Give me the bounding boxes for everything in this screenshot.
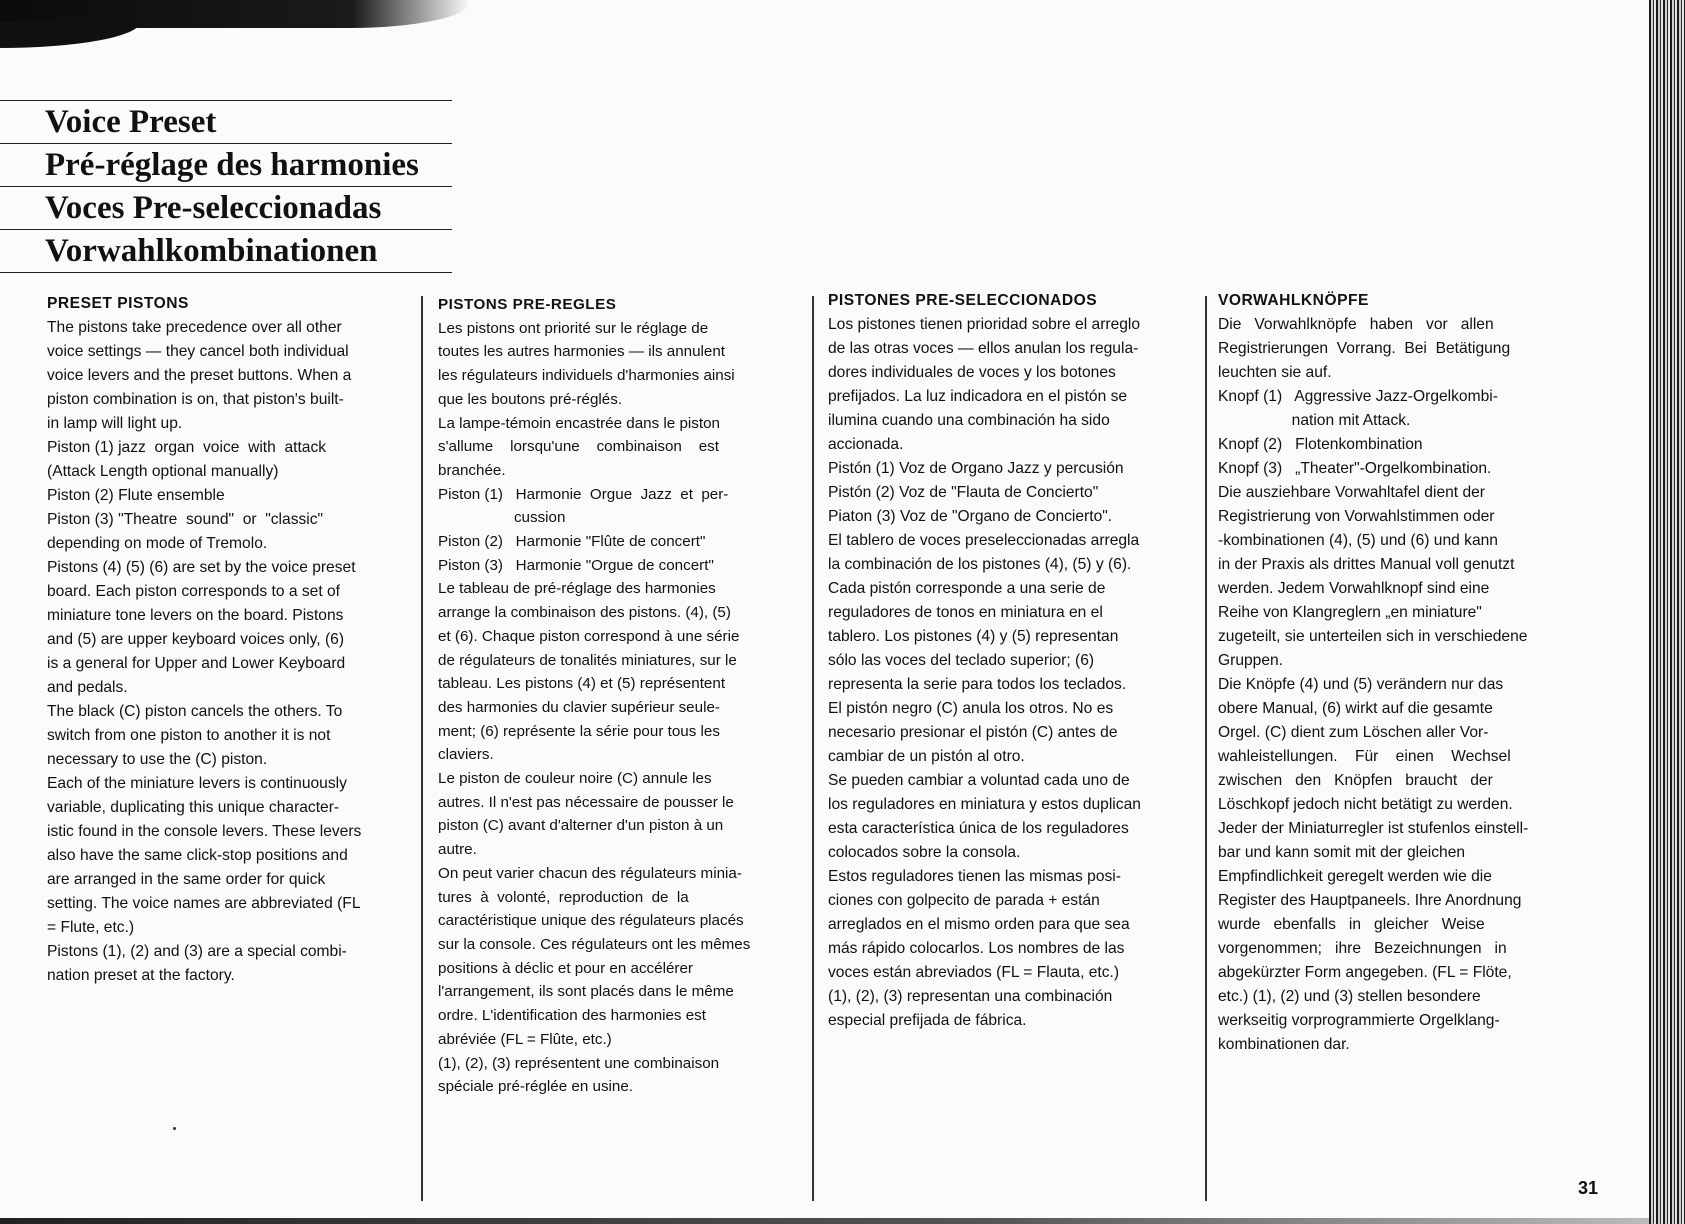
text-line: The black (C) piston cancels the others. To xyxy=(47,703,343,720)
text-line: caractéristique unique des régulateurs placés xyxy=(438,912,744,930)
text-line: Piston (1) Harmonie Orgue Jazz et per- xyxy=(438,485,729,503)
text-line: más rápido colocarlos. Los nombres de las xyxy=(828,940,1125,957)
text-line: miniature tone levers on the board. Pistons xyxy=(47,607,344,624)
scan-edge-top-left xyxy=(0,22,140,48)
text-line: The pistons take precedence over all other xyxy=(47,319,342,336)
text-line: prefijados. La luz indicadora en el pistón se xyxy=(828,388,1128,405)
text-line: Reihe von Klangreglern „en miniature" xyxy=(1218,604,1482,621)
text-line: nation mit Attack. xyxy=(1218,412,1411,429)
text-line: Los pistones tienen prioridad sobre el arreglo xyxy=(828,316,1141,333)
text-line: El tablero de voces preseleccionadas arregla xyxy=(828,532,1140,549)
text-line: Knopf (1) Aggressive Jazz-Orgelkombi- xyxy=(1218,388,1498,405)
text-line: sólo las voces del teclado superior; (6) xyxy=(828,652,1095,669)
text-line: esta característica única de los reguladores xyxy=(828,820,1129,837)
text-line: cussion xyxy=(438,509,566,527)
text-line: Die ausziehbare Vorwahltafel dient der xyxy=(1218,484,1485,501)
text-line: switch from one piston to another it is not xyxy=(47,727,331,744)
text-line: Pistons (4) (5) (6) are set by the voice preset xyxy=(47,559,356,576)
text-line: Registrierungen Vorrang. Bei Betätigung xyxy=(1218,340,1511,357)
text-line: obere Manual, (6) wirkt auf die gesamte xyxy=(1218,700,1493,717)
speck xyxy=(173,1127,176,1130)
text-line: Pistón (2) Voz de "Flauta de Concierto" xyxy=(828,484,1099,501)
text-line: s'allume lorsqu'une combinaison est xyxy=(438,438,719,456)
text-line: accionada. xyxy=(828,436,904,453)
text-line: zwischen den Knöpfen braucht der xyxy=(1218,772,1493,789)
text-line: voice settings — they cancel both individual xyxy=(47,343,349,360)
text-line: depending on mode of Tremolo. xyxy=(47,535,268,552)
text-line: Gruppen. xyxy=(1218,652,1284,669)
text-line: ordre. L'identification des harmonies est xyxy=(438,1007,706,1025)
column-body xyxy=(828,313,1193,1033)
text-line: claviers. xyxy=(438,746,494,764)
text-line: abrévi​ée (FL = Flûte, etc.) xyxy=(438,1030,612,1048)
text-line: Empfindlichkeit geregelt werden wie die xyxy=(1218,868,1492,885)
book-binding-edge xyxy=(1649,0,1685,1224)
text-line: autres. Il n'est pas nécessaire de pousser le xyxy=(438,793,734,811)
text-line: kombinationen dar. xyxy=(1218,1036,1350,1053)
text-line: necesario presionar el pistón (C) antes de xyxy=(828,724,1118,741)
text-line: Se pueden cambiar a voluntad cada uno de xyxy=(828,772,1130,789)
text-line: Pistons (1), (2) and (3) are a special combi- xyxy=(47,943,347,960)
text-line: variable, duplicating this unique character- xyxy=(47,799,340,816)
text-line: Piston (2) Harmonie "Flûte de concert" xyxy=(438,533,706,551)
text-line: (1), (2), (3) representan una combinación xyxy=(828,988,1113,1005)
text-line: Registrierung von Vorwahlstimmen oder xyxy=(1218,508,1495,525)
text-line: leuchten sie auf. xyxy=(1218,364,1332,381)
text-line: Les pistons ont priorité sur le réglage de xyxy=(438,319,709,337)
text-line: werden. Jedem Vorwahlknopf sind eine xyxy=(1218,580,1490,597)
text-line: Estos reguladores tienen las mismas posi- xyxy=(828,868,1121,885)
text-line: arreglados en el mismo orden para que sea xyxy=(828,916,1130,933)
column-german xyxy=(1218,289,1583,1057)
text-line: = Flute, etc.) xyxy=(47,919,135,936)
text-line: necessary to use the (C) piston. xyxy=(47,751,268,768)
text-line: des harmonies du clavier supérieur seule- xyxy=(438,698,720,716)
text-line: bar und kann somit mit der gleichen xyxy=(1218,844,1466,861)
column-divider xyxy=(1205,296,1207,1201)
title-german: Vorwahlkombinationen xyxy=(0,229,452,273)
text-line: positions à déclic et pour en accélérer xyxy=(438,959,693,977)
text-line: is a general for Upper and Lower Keyboard xyxy=(47,655,346,672)
text-line: (Attack Length optional manually) xyxy=(47,463,279,480)
text-line: reguladores de tonos en miniatura en el xyxy=(828,604,1103,621)
column-heading: PISTONES PRE-SELECCIONADOS xyxy=(828,292,1098,309)
text-line: Pistón (1) Voz de Organo Jazz y percusión xyxy=(828,460,1124,477)
text-line: etc.) (1), (2) und (3) stellen besondere xyxy=(1218,988,1481,1005)
page-number: 31 xyxy=(1578,1178,1599,1198)
text-line: Piston (1) jazz organ voice with attack xyxy=(47,439,327,456)
text-line: Löschkopf jedoch nicht betätigt zu werden. xyxy=(1218,796,1513,813)
column-french xyxy=(438,293,803,1099)
column-heading: PRESET PISTONS xyxy=(47,295,189,312)
text-line: spéciale pré-réglée en usine. xyxy=(438,1078,634,1096)
text-line: Piaton (3) Voz de "Organo de Concierto". xyxy=(828,508,1113,525)
text-line: Piston (3) Harmonie "Orgue de concert" xyxy=(438,556,714,574)
text-line: vorgenommen; ihre Bezeichnungen in xyxy=(1218,940,1507,957)
text-line: werkseitig vorprogrammierte Orgelklang- xyxy=(1218,1012,1500,1029)
text-line: ment; (6) représente la série pour tous les xyxy=(438,722,720,740)
text-line: abgekürzter Form angegeben. (FL = Flöte, xyxy=(1218,964,1512,981)
text-line: de régulateurs de tonalités miniatures, sur le xyxy=(438,651,737,669)
scan-edge-bottom xyxy=(0,1218,1649,1224)
text-line: l'arrangement, ils sont placés dans le même xyxy=(438,983,734,1001)
text-line: Register des Hauptpaneels. Ihre Anordnung xyxy=(1218,892,1522,909)
text-line: Le piston de couleur noire (C) annule les xyxy=(438,770,712,788)
text-line: representa la serie para todos los teclados. xyxy=(828,676,1127,693)
text-line: La lampe-témoin encastrée dans le piston xyxy=(438,414,720,432)
text-line: arrange la combinaison des pistons. (4), (5) xyxy=(438,604,731,622)
text-line: istic found in the console levers. These levers xyxy=(47,823,362,840)
column-body xyxy=(1218,313,1583,1057)
text-line: dores individuales de voces y los botones xyxy=(828,364,1116,381)
text-line: voces están abreviados (FL = Flauta, etc.) xyxy=(828,964,1120,981)
column-body xyxy=(438,317,803,1099)
text-line: Jeder der Miniaturregler ist stufenlos einstell- xyxy=(1218,820,1529,837)
text-line: branchée. xyxy=(438,461,506,479)
text-line: Knopf (3) „Theater"-Orgelkombination. xyxy=(1218,460,1492,477)
text-line: -kombinationen (4), (5) und (6) und kann xyxy=(1218,532,1498,549)
text-line: Die Knöpfe (4) und (5) verändern nur das xyxy=(1218,676,1504,693)
text-line: wahleistellungen. Für einen Wechsel xyxy=(1218,748,1511,765)
text-line: toutes les autres harmonies — ils annulent xyxy=(438,343,726,361)
text-line: la combinación de los pistones (4), (5) y (6). xyxy=(828,556,1132,573)
text-line: los reguladores en miniatura y estos duplican xyxy=(828,796,1141,813)
text-line: wurde ebenfalls in gleicher Weise xyxy=(1218,916,1485,933)
column-spanish xyxy=(828,289,1193,1033)
text-line: Die Vorwahlknöpfe haben vor allen xyxy=(1218,316,1494,333)
text-line: also have the same click-stop positions and xyxy=(47,847,348,864)
text-line: piston combination is on, that piston's built- xyxy=(47,391,344,408)
text-line: sur la console. Ces régulateurs ont les mêmes xyxy=(438,935,751,953)
title-block xyxy=(0,100,452,273)
text-line: in lamp will light up. xyxy=(47,415,183,432)
text-line: are arranged in the same order for quick xyxy=(47,871,326,888)
text-line: les régulateurs individuels d'harmonies ainsi xyxy=(438,367,735,385)
text-line: colocados sobre la consola. xyxy=(828,844,1021,861)
title-french: Pré-réglage des harmonies xyxy=(0,143,452,186)
text-line: Orgel. (C) dient zum Löschen aller Vor- xyxy=(1218,724,1489,741)
text-line: et (6). Chaque piston correspond à une série xyxy=(438,627,740,645)
text-line: On peut varier chacun des régulateurs minia- xyxy=(438,864,742,882)
column-heading: VORWAHLKNÖPFE xyxy=(1218,292,1369,309)
text-line: and pedals. xyxy=(47,679,128,696)
column-divider xyxy=(812,296,814,1201)
column-body xyxy=(47,316,412,988)
text-line: autre. xyxy=(438,841,477,859)
text-line: nation preset at the factory. xyxy=(47,967,235,984)
text-line: que les boutons pré-réglés. xyxy=(438,390,623,408)
text-line: tablero. Los pistones (4) y (5) representan xyxy=(828,628,1119,645)
text-line: setting. The voice names are abbreviated (FL xyxy=(47,895,361,912)
text-line: board. Each piston corresponds to a set of xyxy=(47,583,340,600)
text-line: Le tableau de pré-réglage des harmonies xyxy=(438,580,716,598)
title-english: Voice Preset xyxy=(0,100,452,143)
text-line: cambiar de un pistón al otro. xyxy=(828,748,1025,765)
text-line: ciones con golpecito de parada + están xyxy=(828,892,1100,909)
text-line: Knopf (2) Flotenkombination xyxy=(1218,436,1423,453)
text-line: El pistón negro (C) anula los otros. No es xyxy=(828,700,1114,717)
title-spanish: Voces Pre-seleccionadas xyxy=(0,186,452,229)
text-line: tableau. Les pistons (4) et (5) représentent xyxy=(438,675,726,693)
text-line: Cada pistón corresponde a una serie de xyxy=(828,580,1106,597)
text-line: voice levers and the preset buttons. When a xyxy=(47,367,352,384)
text-line: in der Praxis als drittes Manual voll genutzt xyxy=(1218,556,1515,573)
text-line: ilumina cuando una combinación ha sido xyxy=(828,412,1110,429)
column-heading: PISTONS PRE-REGLES xyxy=(438,296,617,313)
text-line: piston (C) avant d'alterner d'un piston à un xyxy=(438,817,724,835)
text-line: Each of the miniature levers is continuously xyxy=(47,775,347,792)
text-line: especial prefijada de fábrica. xyxy=(828,1012,1027,1029)
column-divider xyxy=(421,296,423,1201)
text-line: and (5) are upper keyboard voices only, (6) xyxy=(47,631,345,648)
text-line: de las otras voces — ellos anulan los regula- xyxy=(828,340,1139,357)
text-line: Piston (2) Flute ensemble xyxy=(47,487,225,504)
text-line: Piston (3) "Theatre sound" or "classic" xyxy=(47,511,324,528)
text-line: (1), (2), (3) représentent une combinaison xyxy=(438,1054,720,1072)
text-line: zugeteilt, sie unterteilen sich in verschiedene xyxy=(1218,628,1528,645)
text-line: tures à volonté, reproduction de la xyxy=(438,888,689,906)
column-english xyxy=(47,292,412,988)
